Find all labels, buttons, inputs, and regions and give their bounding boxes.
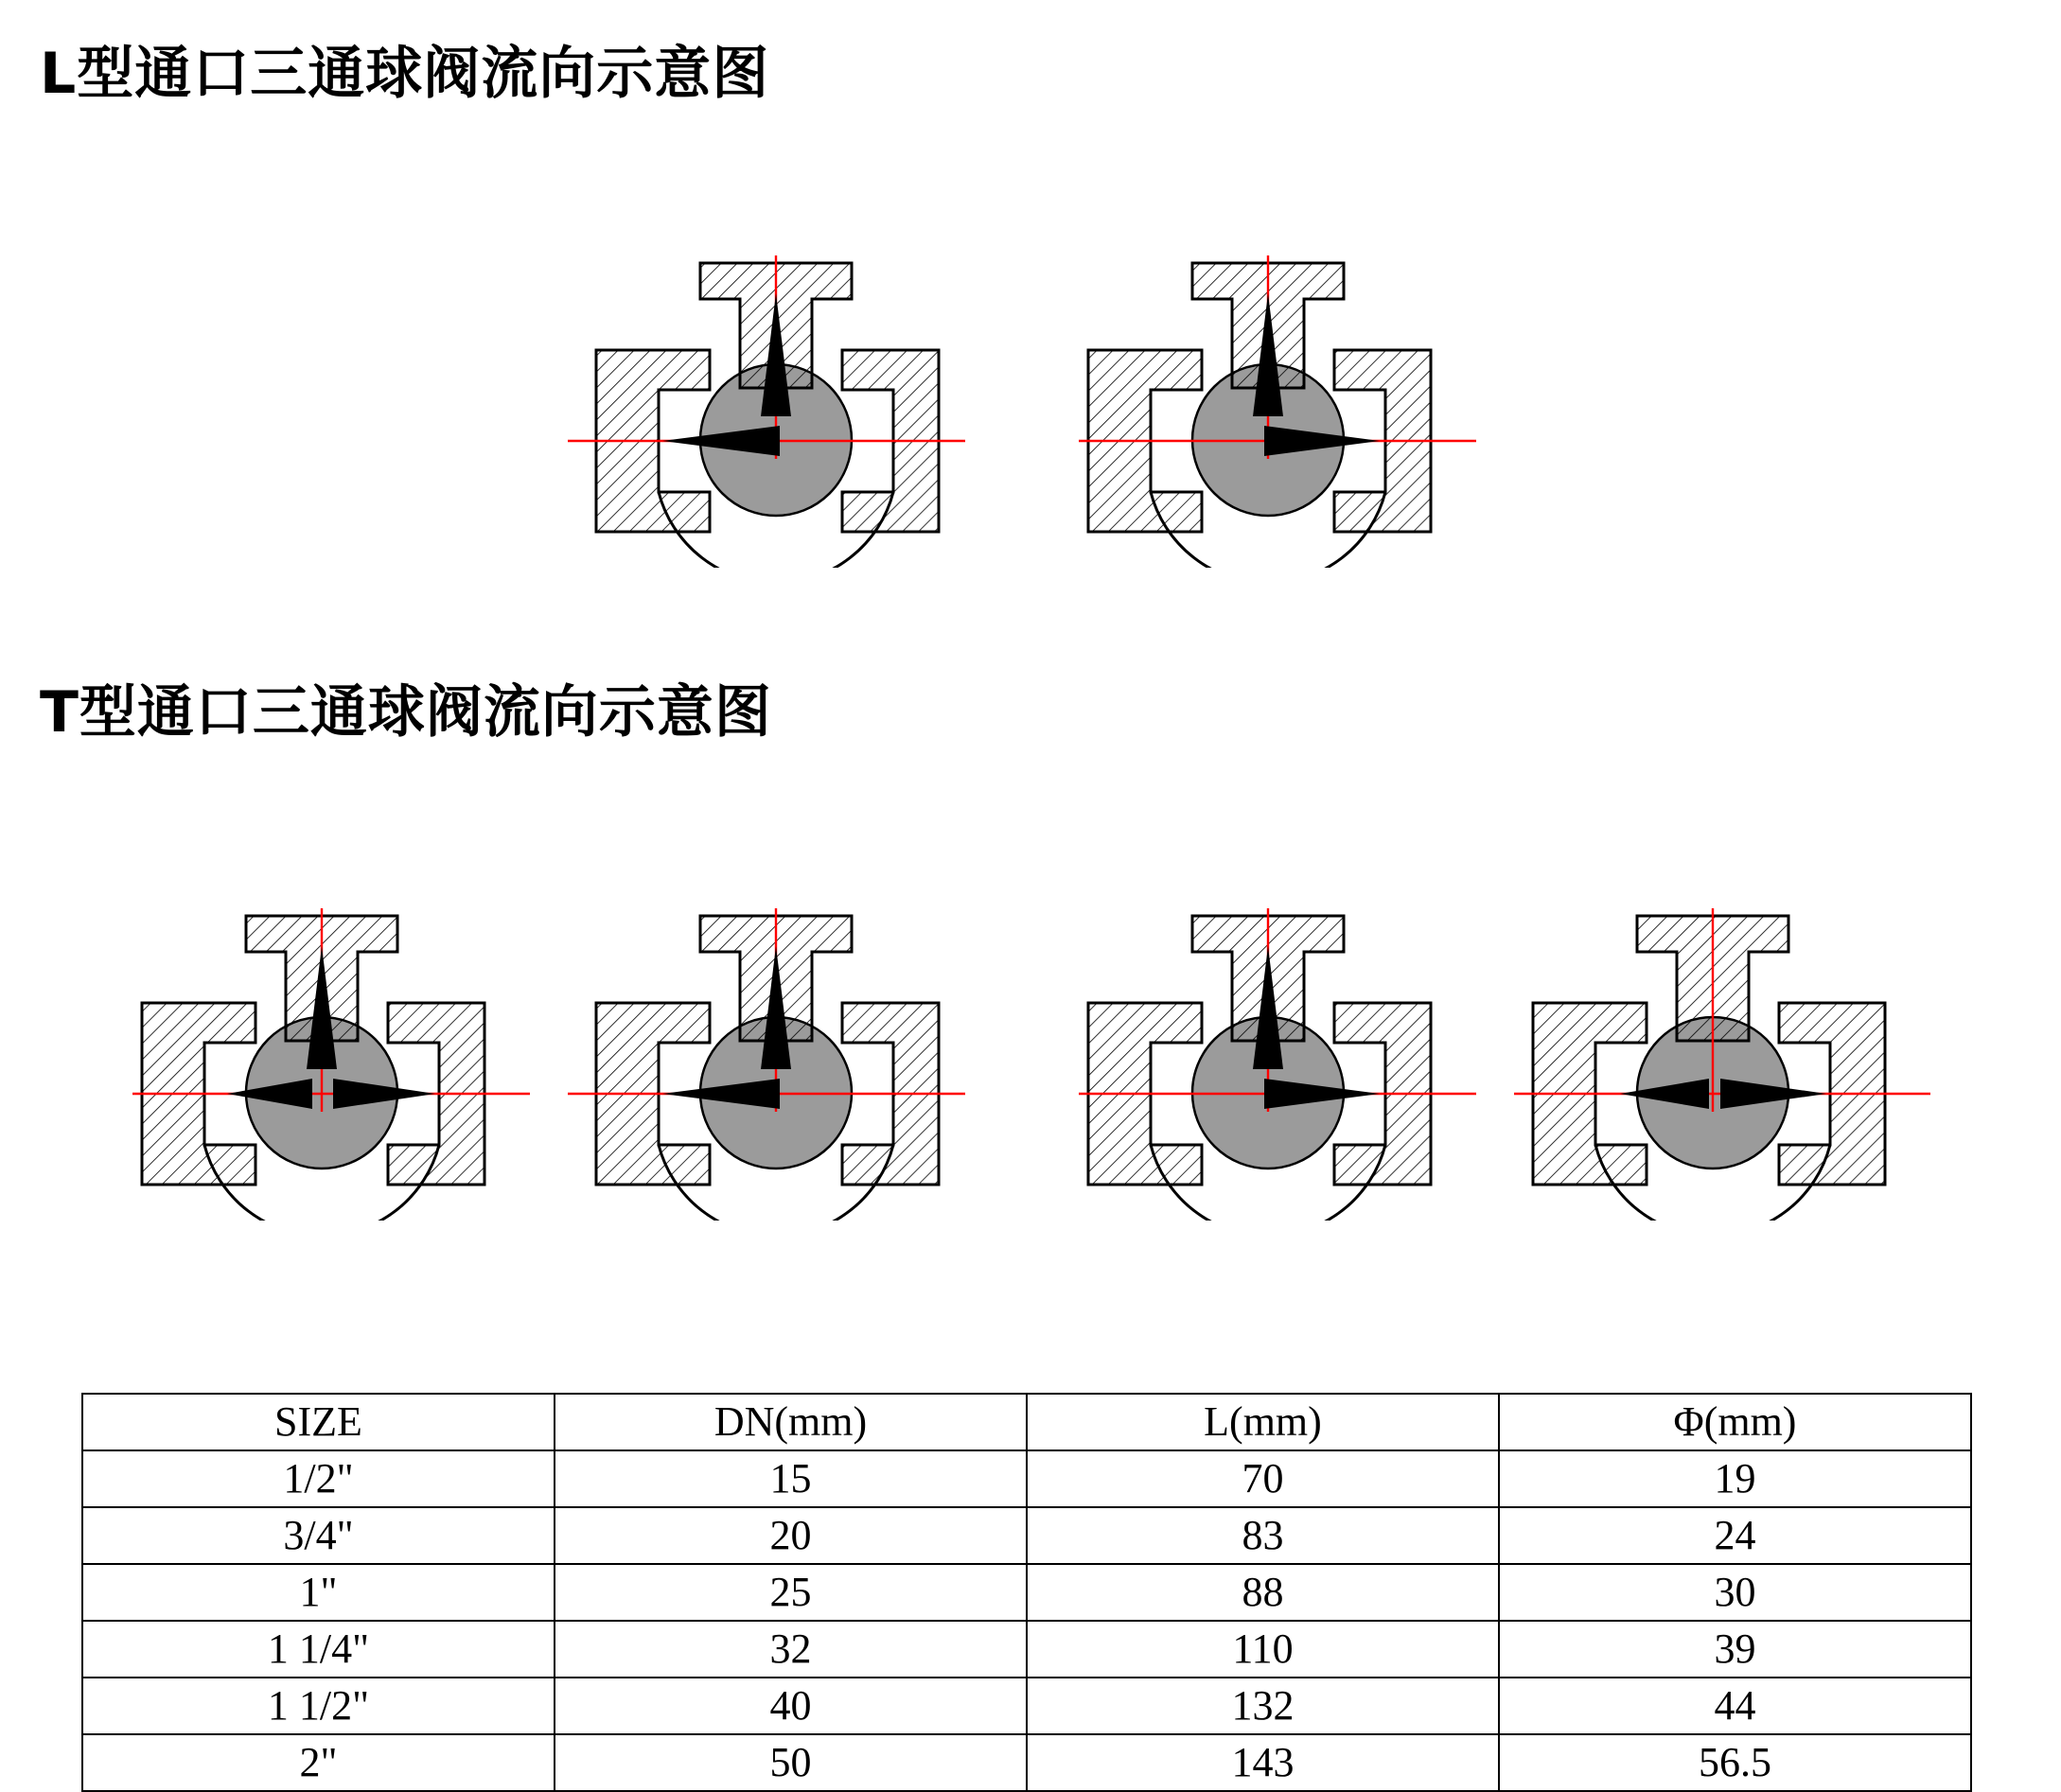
t-type-diagram-row (0, 880, 2061, 1277)
cell-l: 132 (1027, 1678, 1499, 1734)
cell-l: 70 (1027, 1450, 1499, 1507)
cell-size: 2" (82, 1734, 555, 1791)
cell-dn: 20 (555, 1507, 1027, 1564)
cell-phi: 44 (1499, 1678, 1971, 1734)
cell-l: 143 (1027, 1734, 1499, 1791)
cell-l: 83 (1027, 1507, 1499, 1564)
cell-dn: 40 (555, 1678, 1027, 1734)
cell-size: 1/2" (82, 1450, 555, 1507)
section-title-t-type: T型通口三通球阀流向示意图 (40, 679, 772, 746)
col-header-phi: Φ(mm) (1499, 1394, 1971, 1450)
col-header-size: SIZE (82, 1394, 555, 1450)
col-header-dn: DN(mm) (555, 1394, 1027, 1450)
cell-dn: 32 (555, 1621, 1027, 1678)
cell-size: 3/4" (82, 1507, 555, 1564)
cell-l: 88 (1027, 1564, 1499, 1621)
table-row (82, 1564, 1971, 1621)
col-header-l: L(mm) (1027, 1394, 1499, 1450)
cell-size: 1" (82, 1564, 555, 1621)
spec-table (81, 1393, 1972, 1792)
spec-table-container (81, 1393, 1972, 1792)
cell-size: 1 1/4" (82, 1621, 555, 1678)
t-valve-3 (1079, 908, 1476, 1221)
table-row (82, 1450, 1971, 1507)
table-row (82, 1734, 1971, 1791)
cell-phi: 30 (1499, 1564, 1971, 1621)
cell-size: 1 1/2" (82, 1678, 555, 1734)
table-row (82, 1621, 1971, 1678)
table-row (82, 1507, 1971, 1564)
table-row (82, 1678, 1971, 1734)
t-valve-1 (132, 908, 530, 1221)
cell-l: 110 (1027, 1621, 1499, 1678)
section-title-l-type: L型通口三通球阀流向示意图 (40, 41, 770, 107)
l-type-diagram-row (0, 227, 2061, 606)
cell-dn: 50 (555, 1734, 1027, 1791)
cell-phi: 56.5 (1499, 1734, 1971, 1791)
cell-phi: 19 (1499, 1450, 1971, 1507)
t-valve-4 (1514, 908, 1930, 1221)
l-valve-right (1079, 255, 1476, 568)
cell-dn: 25 (555, 1564, 1027, 1621)
cell-phi: 24 (1499, 1507, 1971, 1564)
cell-dn: 15 (555, 1450, 1027, 1507)
table-header-row (82, 1394, 1971, 1450)
cell-phi: 39 (1499, 1621, 1971, 1678)
t-valve-2 (568, 908, 965, 1221)
l-valve-left (568, 255, 965, 568)
